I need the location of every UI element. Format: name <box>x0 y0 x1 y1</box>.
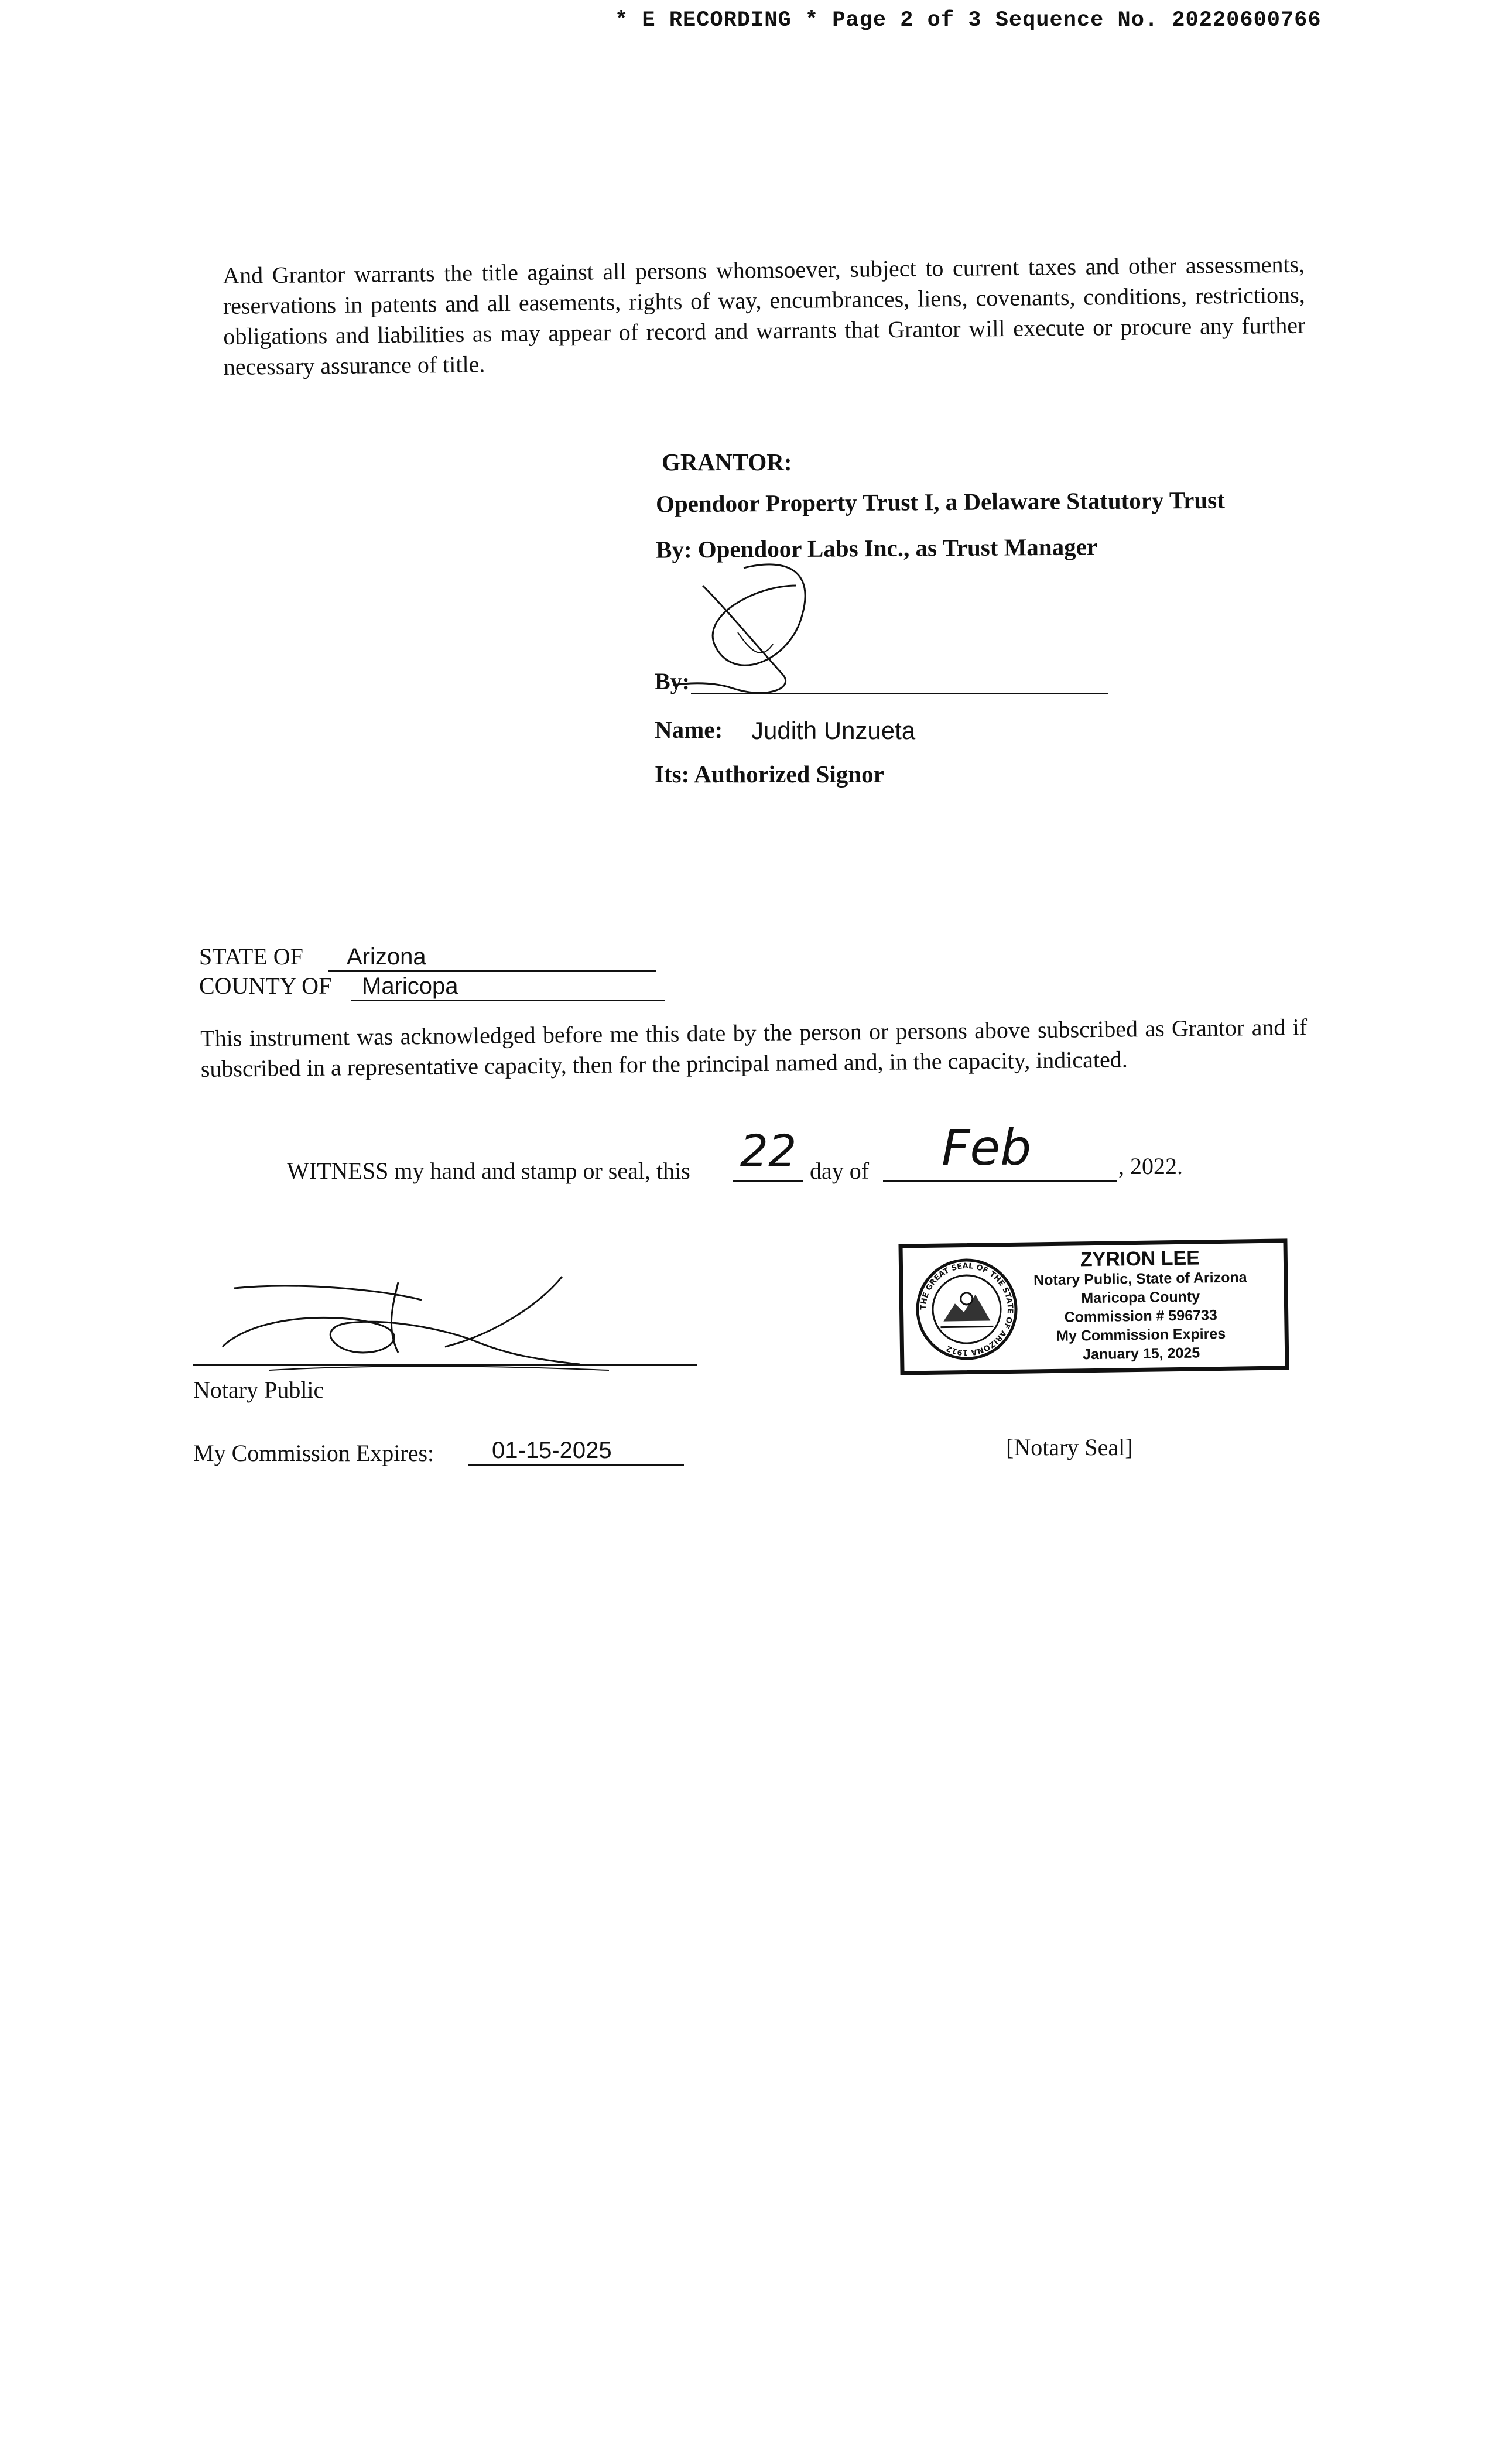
seal-notary-name: ZYRION LEE <box>1080 1247 1200 1271</box>
grantor-name-value: Judith Unzueta <box>751 717 916 744</box>
grantor-entity: Opendoor Property Trust I, a Delaware Statutory Trust <box>655 486 1225 518</box>
warranty-paragraph: And Grantor warrants the title against all persons whomsoever, subject to current taxes and other assessments, reservations in patents and all easements, rights of way, encumbrances, liens, covenants, conditions, restrictions, obligations and liabilities as may appear of record and warrants that Grantor will execute or procure any further necessary assurance of title. <box>223 251 1306 380</box>
notary-seal-label: [Notary Seal] <box>1006 1434 1133 1460</box>
grantor-heading: GRANTOR: <box>662 449 792 475</box>
notary-seal-stamp <box>898 1238 1289 1375</box>
state-value: Arizona <box>328 944 656 972</box>
grantor-signature <box>656 562 902 703</box>
seal-line-2: Maricopa County <box>1081 1288 1200 1307</box>
notary-label: Notary Public <box>193 1377 324 1403</box>
seal-line-1: Notary Public, State of Arizona <box>1033 1269 1247 1289</box>
acknowledgment-paragraph: This instrument was acknowledged before me this date by the person or persons above subscribed as Grantor and if subscribed in a representative capacity, then for the principal named and, in the capacity, indicated. <box>200 1014 1308 1082</box>
grantor-by-line: By: Opendoor Labs Inc., as Trust Manager <box>655 533 1098 563</box>
commission-value: 01-15-2025 <box>468 1438 684 1466</box>
recording-header: * E RECORDING * Page 2 of 3 Sequence No. 20220600766 <box>615 8 1322 33</box>
commission-label: My Commission Expires: <box>193 1440 434 1466</box>
grantor-signature-line <box>691 693 1108 694</box>
witness-year: , 2022. <box>1118 1153 1183 1179</box>
witness-day-of: day of <box>810 1158 870 1184</box>
county-label: COUNTY OF <box>199 973 332 999</box>
seal-ring-text: THE GREAT SEAL OF THE STATE OF ARIZONA 1912 <box>919 1261 1015 1357</box>
witness-month-field <box>883 1119 1117 1182</box>
grantor-name-label: Name: <box>655 716 723 743</box>
notary-signature-line <box>193 1364 697 1366</box>
seal-line-3: Commission # 596733 <box>1064 1307 1218 1326</box>
grantor-its-line: Its: Authorized Signor <box>655 761 884 788</box>
witness-day-field <box>733 1125 803 1182</box>
witness-day-value: 22 <box>740 1125 797 1177</box>
seal-line-5: January 15, 2025 <box>1082 1344 1200 1363</box>
state-label: STATE OF <box>199 943 303 970</box>
witness-prefix: WITNESS my hand and stamp or seal, this <box>287 1158 690 1184</box>
witness-month-value: Feb <box>942 1119 1032 1176</box>
seal-text <box>1002 1247 1279 1366</box>
seal-line-4: My Commission Expires <box>1056 1325 1226 1344</box>
county-value: Maricopa <box>351 973 665 1001</box>
grantor-by-label: By: <box>655 668 690 694</box>
